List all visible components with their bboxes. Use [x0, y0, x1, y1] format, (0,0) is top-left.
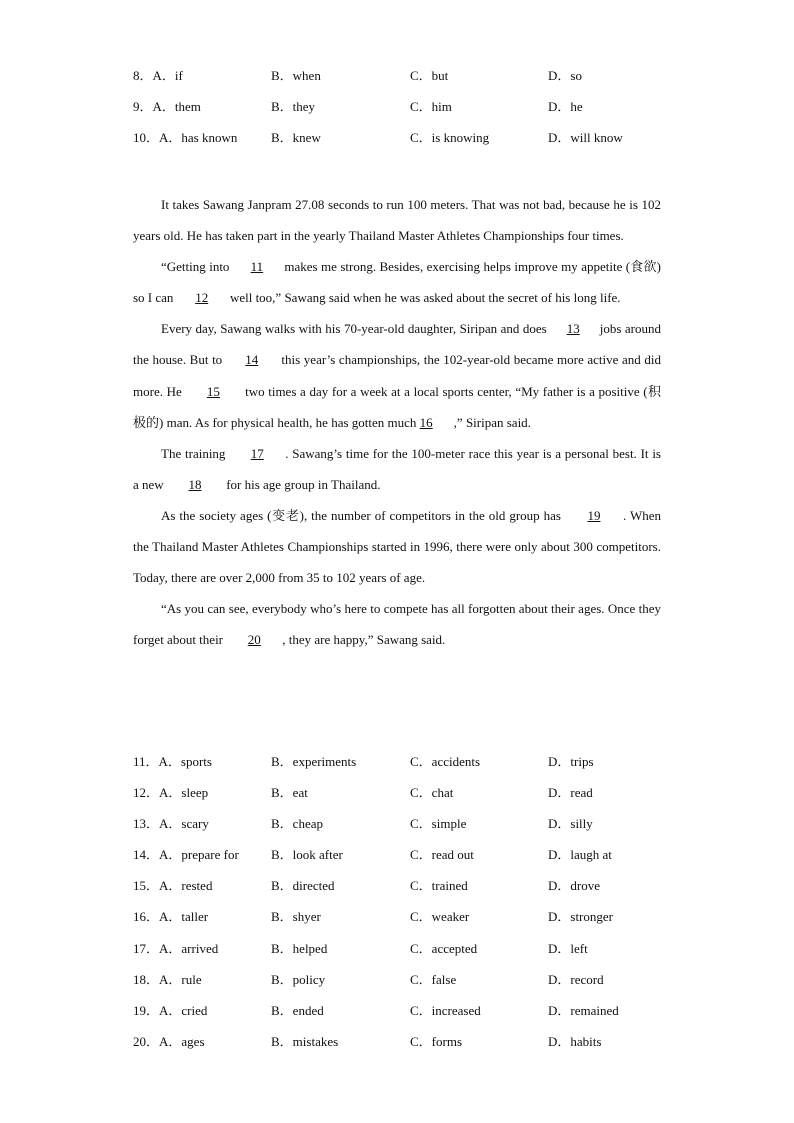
option-text: D．left — [548, 940, 588, 956]
option-text: B．when — [271, 68, 321, 83]
question-number: 8． — [133, 68, 153, 83]
option-a — [133, 939, 218, 959]
option-d — [548, 66, 582, 86]
option-text: C．is knowing — [410, 130, 490, 146]
option-text: B．knew — [271, 130, 321, 146]
option-text: C．chat — [410, 785, 454, 801]
question-number: 16． — [133, 909, 160, 925]
question-number: 10． — [133, 130, 160, 146]
blank-17: 17 — [250, 445, 264, 461]
option-text: A．cried — [159, 1002, 208, 1018]
option-d — [548, 783, 593, 803]
option-b — [271, 97, 315, 117]
option-text: D．stronger — [548, 909, 613, 925]
option-d — [548, 128, 623, 148]
option-text: A．prepare for — [159, 847, 239, 863]
text: “Getting into — [161, 259, 230, 275]
question-row — [133, 97, 693, 128]
option-c — [410, 970, 456, 990]
question-row — [133, 783, 693, 814]
option-b — [271, 876, 335, 896]
question-row — [133, 876, 693, 907]
blank-11: 11 — [250, 259, 264, 275]
text: ,” Siripan said. — [453, 414, 531, 430]
option-c — [410, 876, 468, 896]
option-a — [133, 752, 212, 772]
option-text: A．them — [152, 99, 201, 115]
option-a — [133, 970, 202, 990]
option-text: D．laugh at — [548, 847, 612, 863]
option-a — [133, 1001, 207, 1021]
option-a — [133, 66, 183, 86]
text: . When the Thailand Master Athletes Championships started in 1996, there were only about 300 competitors. Today, there are over 2,000 from 35 to 102 years of age. — [133, 507, 661, 586]
option-text: C．false — [410, 971, 457, 987]
option-a — [133, 845, 239, 865]
option-text: B．directed — [271, 878, 335, 894]
question-number: 11． — [133, 754, 159, 769]
text: jobs around the house. But to — [133, 321, 661, 368]
option-text: C．trained — [410, 878, 468, 894]
option-a — [133, 907, 208, 927]
option-text: D．habits — [548, 1033, 602, 1049]
question-number: 19． — [133, 1002, 160, 1018]
text: , they are happy,” Sawang said. — [282, 632, 446, 648]
option-b — [271, 1032, 338, 1052]
blank-15: 15 — [206, 383, 220, 399]
option-b — [271, 66, 321, 86]
option-text: C．forms — [410, 1033, 463, 1049]
text: As the society ages (变老), the number of competitors in the old group has — [161, 507, 561, 523]
question-row — [133, 939, 693, 970]
text: for his age group in Thailand. — [226, 476, 381, 492]
option-text: C．read out — [410, 847, 474, 863]
option-c — [410, 1001, 481, 1021]
option-b — [271, 752, 356, 772]
option-b — [271, 128, 321, 148]
paragraph-1: It takes Sawang Janpram 27.08 seconds to run 100 meters. That was not bad, because he is 102 years old. He has taken part in the yearly Thailand Master Athletes Championships four times. — [133, 197, 661, 244]
option-text: D．trips — [548, 754, 594, 769]
text: well too,” Sawang said when he was asked about the secret of his long life. — [229, 290, 621, 306]
option-text: C．but — [410, 68, 449, 83]
question-row — [133, 1001, 693, 1032]
option-text: C．weaker — [410, 909, 470, 925]
option-a — [133, 876, 212, 896]
question-row — [133, 814, 693, 845]
text: Every day, Sawang walks with his 70-year-old daughter, Siripan and does — [161, 321, 547, 337]
option-text: B．eat — [271, 785, 308, 801]
option-text: B．ended — [271, 1002, 324, 1018]
option-text: B．mistakes — [271, 1033, 339, 1049]
option-c — [410, 128, 489, 148]
option-b — [271, 970, 325, 990]
question-number: 20． — [133, 1033, 160, 1049]
option-text: C．accidents — [410, 754, 481, 769]
options-group-top — [133, 66, 693, 159]
option-d — [548, 1032, 601, 1052]
option-text: A．sports — [158, 754, 212, 769]
question-row — [133, 66, 693, 97]
option-d — [548, 845, 612, 865]
option-text: B．look after — [271, 847, 343, 863]
option-d — [548, 939, 588, 959]
paragraph-5 — [133, 500, 661, 593]
blank-16: 16 — [419, 414, 433, 430]
option-d — [548, 752, 594, 772]
option-text: D．so — [548, 68, 582, 83]
option-b — [271, 939, 327, 959]
text: . Sawang’s time for the 100-meter race this year is a personal best. It is a new — [133, 445, 661, 492]
option-text: A．sleep — [159, 785, 209, 801]
question-row — [133, 970, 693, 1001]
blank-14: 14 — [245, 352, 259, 368]
option-c — [410, 66, 448, 86]
option-text: A．arrived — [159, 940, 219, 956]
option-text: C．increased — [410, 1002, 481, 1018]
option-text: B．shyer — [271, 909, 321, 925]
question-row — [133, 1032, 693, 1063]
option-b — [271, 783, 308, 803]
option-text: A．rested — [159, 878, 213, 894]
option-d — [548, 814, 593, 834]
option-text: D．drove — [548, 878, 600, 894]
option-text: C．accepted — [410, 940, 478, 956]
blank-19: 19 — [587, 507, 601, 523]
blank-18: 18 — [188, 476, 202, 492]
question-number: 12． — [133, 785, 160, 801]
option-c — [410, 814, 466, 834]
option-b — [271, 814, 323, 834]
paragraph-4 — [133, 438, 661, 500]
option-text: A．scary — [159, 816, 209, 832]
option-text: C．him — [410, 99, 452, 115]
option-text: A．ages — [159, 1033, 205, 1049]
option-text: B．cheap — [271, 816, 323, 832]
question-number: 17． — [133, 940, 160, 956]
option-a — [133, 128, 237, 148]
option-a — [133, 1032, 205, 1052]
text: The training — [161, 445, 226, 461]
option-a — [133, 814, 209, 834]
paragraph-3 — [133, 313, 661, 437]
option-a — [133, 783, 208, 803]
question-row — [133, 907, 693, 938]
cloze-passage — [133, 189, 661, 655]
option-text: A．if — [152, 68, 183, 83]
paragraph-6 — [133, 593, 661, 655]
option-text: C．simple — [410, 816, 467, 832]
option-c — [410, 845, 474, 865]
option-text: A．taller — [159, 909, 209, 925]
question-number: 9． — [133, 99, 153, 115]
option-d — [548, 907, 613, 927]
option-b — [271, 907, 321, 927]
question-number: 13． — [133, 816, 160, 832]
option-text: D．he — [548, 99, 583, 115]
option-c — [410, 783, 453, 803]
text: “As you can see, everybody who’s here to compete has all forgotten about their ages. Once they forget about their — [133, 601, 661, 648]
option-text: A．rule — [159, 971, 202, 987]
option-c — [410, 752, 480, 772]
option-c — [410, 1032, 462, 1052]
option-d — [548, 97, 583, 117]
question-row — [133, 752, 693, 783]
option-c — [410, 939, 477, 959]
option-d — [548, 970, 604, 990]
question-number: 14． — [133, 847, 160, 863]
question-number: 18． — [133, 971, 160, 987]
option-text: D．remained — [548, 1002, 619, 1018]
paragraph-2 — [133, 251, 661, 313]
blank-12: 12 — [195, 290, 209, 306]
option-text: A．has known — [159, 130, 238, 146]
option-text: D．will know — [548, 130, 623, 146]
question-row — [133, 128, 693, 159]
blank-13: 13 — [566, 321, 580, 337]
option-a — [133, 97, 201, 117]
option-text: B．they — [271, 99, 316, 115]
blank-20: 20 — [247, 632, 261, 648]
question-row — [133, 845, 693, 876]
option-c — [410, 97, 452, 117]
text: two times a day for a week at a local sports center, “My father is a positive (积极的) man. As for physical health, he has gotten much — [133, 383, 662, 430]
text: this year’s championships, the 102-year-old became more active and did more. He — [133, 352, 661, 399]
option-text: D．read — [548, 785, 593, 801]
options-group-bottom — [133, 752, 693, 1063]
option-c — [410, 907, 469, 927]
option-text: B．experiments — [271, 754, 357, 769]
option-text: D．silly — [548, 816, 593, 832]
option-text: D．record — [548, 971, 604, 987]
question-number: 15． — [133, 878, 160, 894]
text: makes me strong. Besides, exercising helps improve my appetite (食欲) so I can — [133, 259, 662, 306]
option-b — [271, 845, 343, 865]
option-d — [548, 1001, 619, 1021]
option-text: B．policy — [271, 971, 326, 987]
option-text: B．helped — [271, 940, 328, 956]
option-d — [548, 876, 600, 896]
option-b — [271, 1001, 324, 1021]
